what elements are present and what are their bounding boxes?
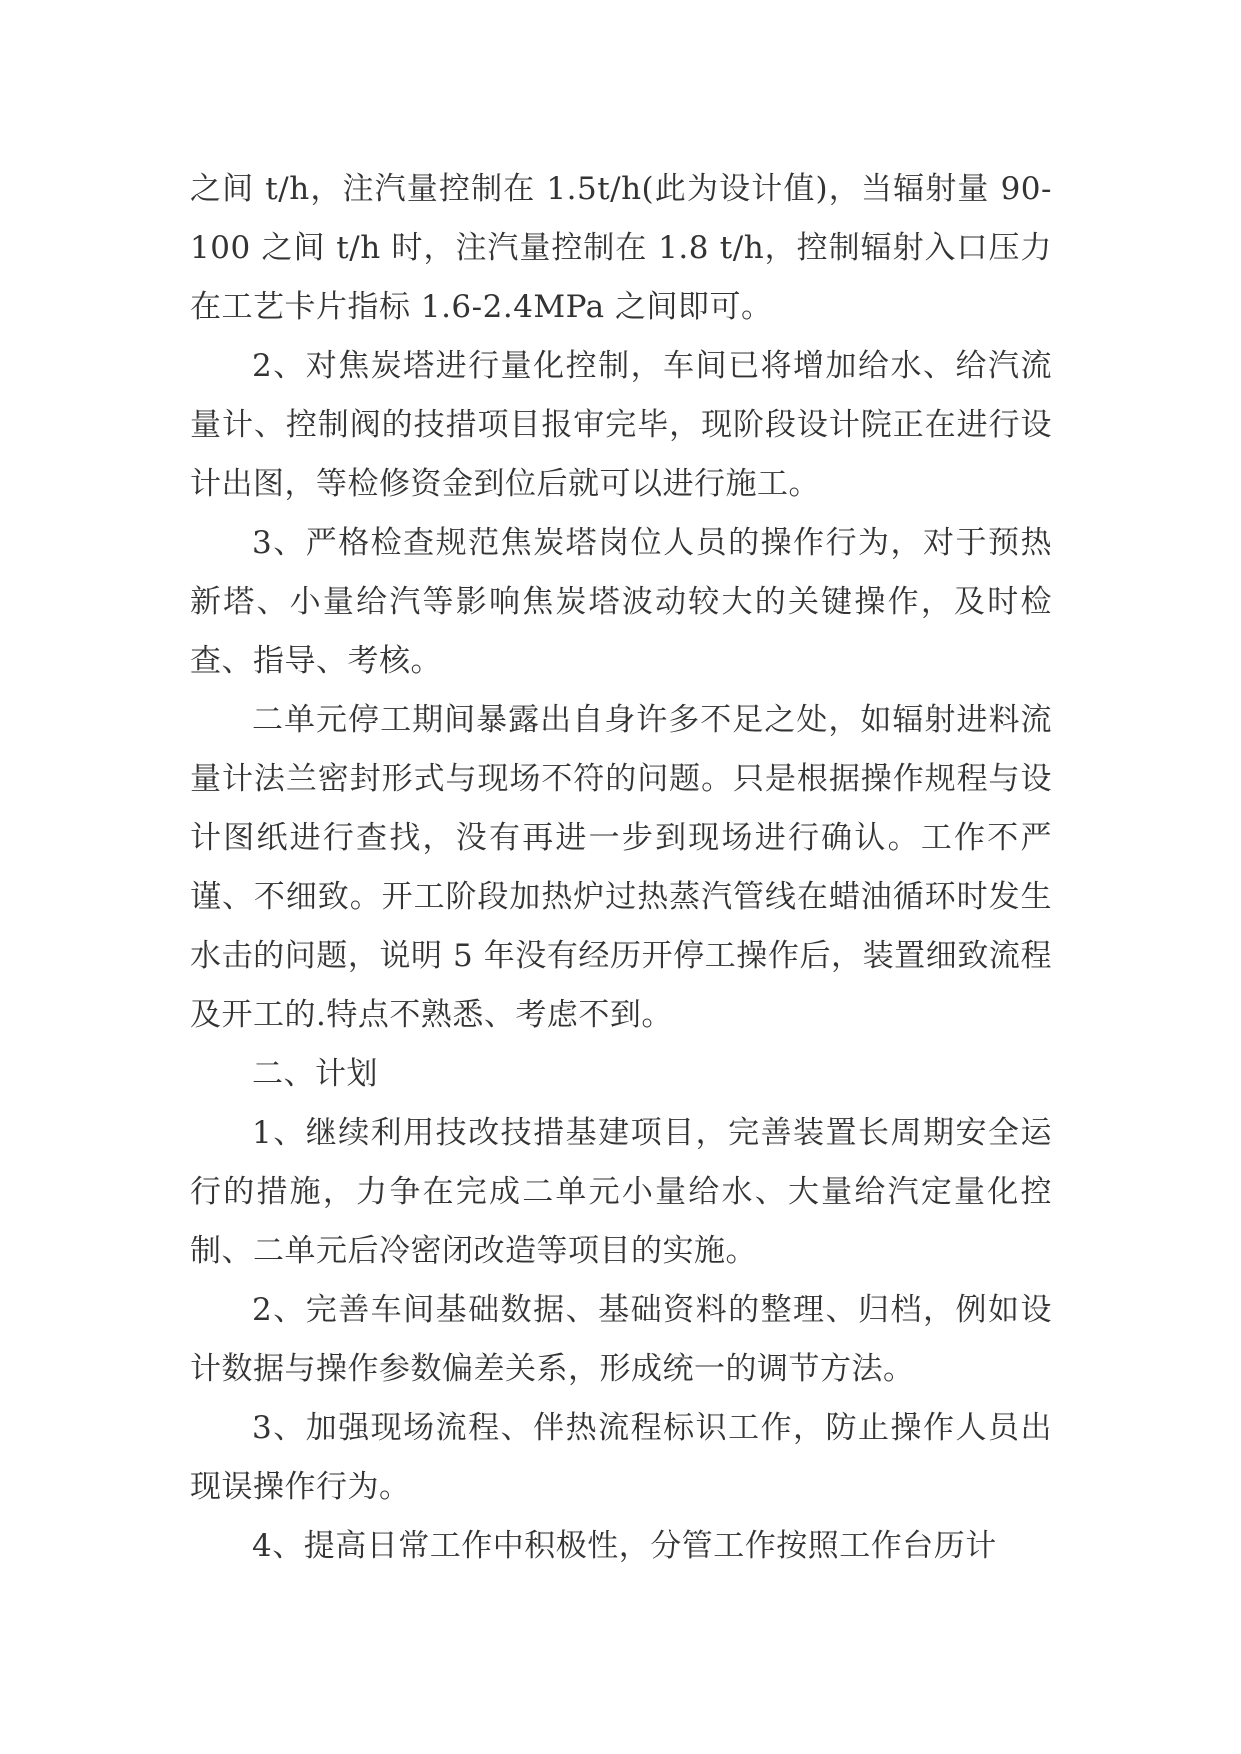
paragraph-item-2-coke-tower: 2、对焦炭塔进行量化控制，车间已将增加给水、给汽流量计、控制阀的技措项目报审完毕，现阶段设计院正在进行设计出图，等检修资金到位后就可以进行施工。 <box>190 348 1052 502</box>
document-body <box>190 160 1052 1576</box>
section-heading-plan: 二、计划 <box>252 1056 378 1092</box>
paragraph-shortcomings: 二单元停工期间暴露出自身许多不足之处，如辐射进料流量计法兰密封形式与现场不符的问题。只是根据操作规程与设计图纸进行查找，没有再进一步到现场进行确认。工作不严谨、不细致。开工阶段加热炉过热蒸汽管线在蜡油循环时发生水击的问题，说明 5 年没有经历开停工操作后，装置细致流程及开工的.特点不熟悉、考虑不到。 <box>190 702 1052 1033</box>
paragraph-plan-item-1: 1、继续利用技改技措基建项目，完善装置长周期安全运行的措施，力争在完成二单元小量给水、大量给汽定量化控制、二单元后冷密闭改造等项目的实施。 <box>190 1115 1052 1269</box>
paragraph-plan-item-2: 2、完善车间基础数据、基础资料的整理、归档，例如设计数据与操作参数偏差关系，形成统一的调节方法。 <box>190 1292 1052 1387</box>
paragraph-item-3-inspection: 3、严格检查规范焦炭塔岗位人员的操作行为，对于预热新塔、小量给汽等影响焦炭塔波动较大的关键操作，及时检查、指导、考核。 <box>190 525 1052 679</box>
paragraph-plan-item-4: 4、提高日常工作中积极性，分管工作按照工作台历计 <box>252 1528 997 1564</box>
paragraph-continuation: 之间 t/h，注汽量控制在 1.5t/h(此为设计值)，当辐射量 90-100 之间 t/h 时，注汽量控制在 1.8 t/h，控制辐射入口压力在工艺卡片指标 1.6-2.4MPa 之间即可。 <box>190 171 1052 325</box>
paragraph-plan-item-3: 3、加强现场流程、伴热流程标识工作，防止操作人员出现误操作行为。 <box>190 1410 1052 1505</box>
